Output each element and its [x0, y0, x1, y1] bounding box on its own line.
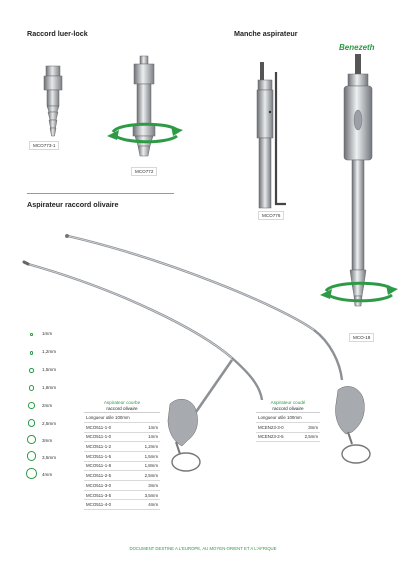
- table-row: [84, 451, 160, 461]
- size-dot-1-2mm: [30, 351, 34, 355]
- rotation-arrow-icon: [105, 118, 185, 148]
- ref-cell: MCO511-4-0: [84, 500, 131, 510]
- table-aspirateur-coude: [256, 400, 320, 442]
- table-title-line1: Aspirateur coudé: [270, 400, 306, 405]
- ref-label-mco18: MCO-18: [349, 333, 374, 342]
- ref-cell: MCO511-1-2: [84, 442, 131, 452]
- size-cell: 1mm: [131, 422, 160, 432]
- table-row: [256, 432, 320, 442]
- heading-manche-aspirateur: Manche aspirateur: [234, 29, 298, 38]
- ref-cell: MCO511-3-5: [84, 490, 131, 500]
- size-dot-4mm: [26, 468, 37, 479]
- ref-label-mco773-1: MCO773-1: [29, 141, 59, 150]
- rotating-connector-image: [100, 52, 190, 172]
- heading-raccord-luer-lock: Raccord luer-lock: [27, 29, 88, 38]
- ref-cell: MCO511-3-0: [84, 481, 131, 491]
- size-cell: 1mm: [131, 432, 160, 442]
- ref-cell: MCO511-1-0: [84, 432, 131, 442]
- table-row: [84, 481, 160, 491]
- ref-label-mco776: MCO776: [258, 211, 284, 220]
- ref-cell: MCO511-2-5: [84, 471, 131, 481]
- table-title-line1: Aspirateur courbe: [103, 400, 141, 405]
- table-row: [84, 422, 160, 432]
- table-title-line2: raccord olivaire: [106, 405, 138, 411]
- size-cell: 4mm: [131, 500, 160, 510]
- brand-logo-benezeth: Benezeth: [339, 43, 375, 52]
- ref-cell: MCO511-1-8: [84, 461, 131, 471]
- size-cell: 1,2mm: [131, 442, 160, 452]
- table-row: [256, 422, 320, 432]
- size-cell: 2,5mm: [296, 432, 320, 442]
- section-divider: [27, 193, 174, 194]
- ref-cell: MCO511-1-0: [84, 422, 131, 432]
- table-row: [84, 471, 160, 481]
- size-dot-1-8mm: [29, 385, 35, 391]
- luer-lock-connector-image: [38, 64, 68, 144]
- table-row: [84, 442, 160, 452]
- size-label: 1,2mm: [42, 349, 57, 354]
- size-label: 1,5mm: [42, 367, 57, 372]
- size-label: 3mm: [42, 438, 53, 443]
- ref-label-mco772: MCO772: [131, 167, 157, 176]
- ref-cell: MCEN23-3-0: [256, 422, 296, 432]
- table-header-row: [84, 413, 160, 422]
- size-cell: 3,5mm: [131, 490, 160, 500]
- size-dot-1mm: [30, 333, 33, 336]
- size-cell: 1,8mm: [131, 461, 160, 471]
- size-cell: 1,5mm: [131, 451, 160, 461]
- table-aspirateur-courbe: [84, 400, 160, 510]
- size-label: 4mm: [42, 472, 53, 477]
- size-label: 3,5mm: [42, 455, 57, 460]
- size-dot-3mm: [27, 435, 36, 444]
- size-cell: 3mm: [296, 422, 320, 432]
- size-label: 2mm: [42, 403, 53, 408]
- size-dot-2mm: [28, 402, 35, 409]
- ref-cell: MCEN23-2-5: [256, 432, 296, 442]
- heading-aspirateur-raccord-olivaire: Aspirateur raccord olivaire: [27, 200, 119, 209]
- handle-with-hex-key-image: [252, 52, 302, 222]
- size-dot-2-5mm: [28, 419, 36, 427]
- size-dot-3-5mm: [27, 451, 37, 461]
- table-row: [84, 490, 160, 500]
- footer-distribution-note: DOCUMENT DESTINE A L'EUROPE, AU MOYEN-ORIENT ET A L'AFRIQUE: [129, 546, 277, 551]
- table-row: [84, 432, 160, 442]
- size-dot-1-5mm: [29, 368, 34, 373]
- size-cell: 2,5mm: [131, 471, 160, 481]
- size-label: 1,8mm: [42, 385, 57, 390]
- size-cell: 3mm: [131, 481, 160, 491]
- header-label: Longueur utile 100mm: [84, 413, 160, 422]
- size-label: 1mm: [42, 331, 53, 336]
- table-row: [84, 500, 160, 510]
- table-header-row: [256, 413, 320, 422]
- table-title-line2: raccord olivaire: [272, 405, 304, 411]
- size-label: 2,5mm: [42, 421, 57, 426]
- table-row: [84, 461, 160, 471]
- tip-size-legend: [24, 327, 84, 487]
- ref-cell: MCO511-1-5: [84, 451, 131, 461]
- header-label: Longueur utile 100mm: [256, 413, 320, 422]
